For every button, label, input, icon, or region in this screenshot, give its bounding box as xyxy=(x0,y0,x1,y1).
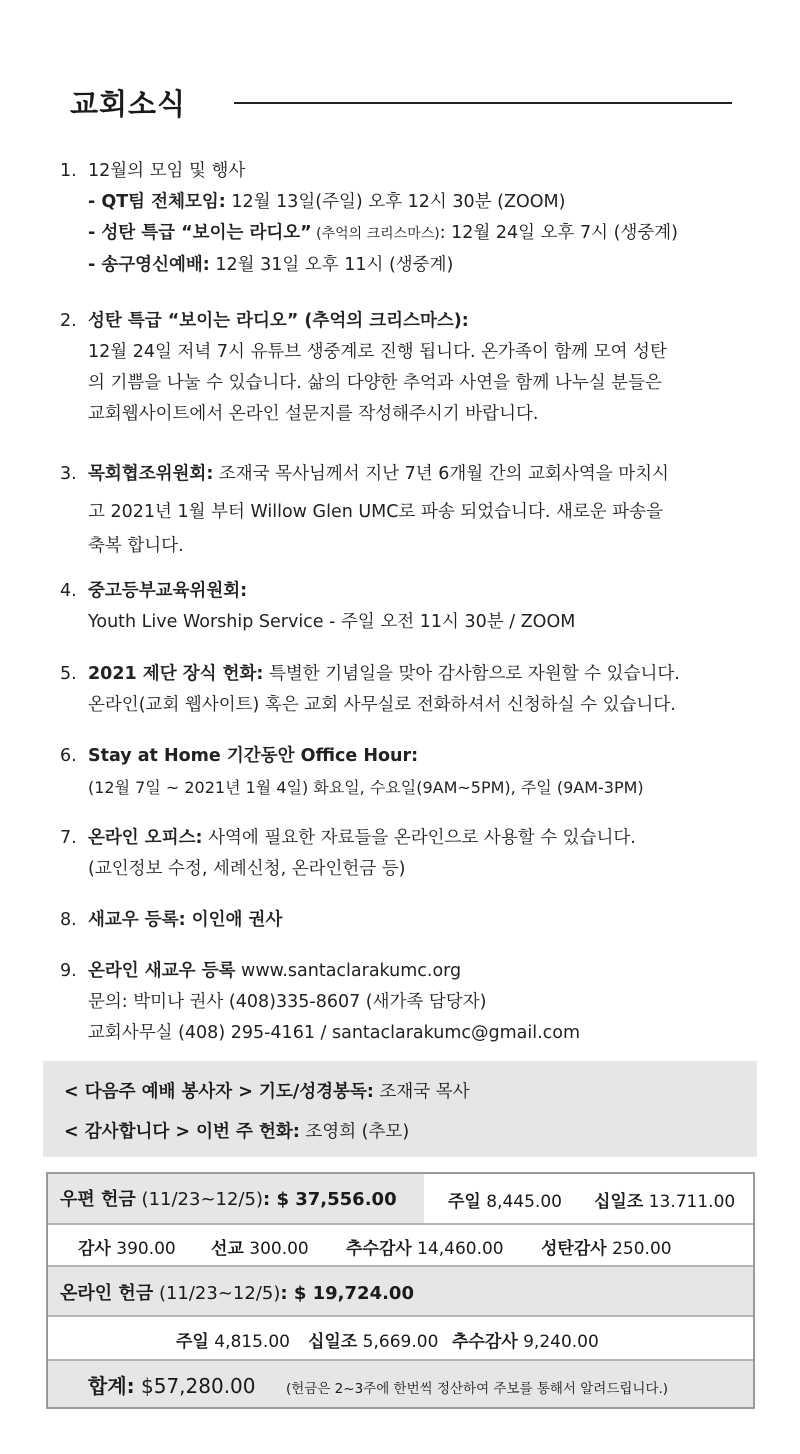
total-value: $57,280.00 xyxy=(134,1374,256,1398)
item-line: 고 2021년 1월 부터 Willow Glen UMC로 파송 되었습니다. 새로운 파송을 xyxy=(88,502,663,522)
item-line xyxy=(88,956,760,987)
item-heading: 중고등부교육위원회: xyxy=(88,581,248,601)
item-number: 9. xyxy=(60,961,77,981)
item-line: - QT팀 전체모임: 12월 13일(주일) 오후 12시 30분 (ZOOM) xyxy=(88,192,566,212)
item-line: 2021 제단 장식 헌화: 특별한 기념일을 맞아 감사함으로 자원할 수 있습니다. xyxy=(88,664,680,684)
item-line: 교회사무실 (408) 295-4161 / santaclarakumc@gmail.com xyxy=(88,1023,581,1043)
website-link[interactable]: www.santaclarakumc.org xyxy=(235,961,462,981)
item-number: 2. xyxy=(60,311,77,331)
item-heading: 온라인 오피스: xyxy=(88,828,203,848)
news-item-9 xyxy=(60,956,760,1049)
item-heading: Stay at Home 기간동안 Office Hour: xyxy=(88,746,419,766)
service-box xyxy=(43,1061,757,1157)
news-item-8 xyxy=(60,905,760,936)
item-line: - 성탄 특급 “보이는 라디오” (추억의 크리스마스): 12월 24일 오후 7시 (생중계) xyxy=(88,223,678,243)
news-item-5 xyxy=(60,659,760,721)
news-item-6 xyxy=(60,741,760,803)
item-line: - 송구영신예배: 12월 31일 오후 11시 (생중계) xyxy=(88,255,454,275)
item-number: 6. xyxy=(60,746,77,766)
news-item-4 xyxy=(60,576,760,638)
item-line: 온라인 오피스: 사역에 필요한 자료들을 온라인으로 사용할 수 있습니다. xyxy=(88,828,636,848)
offering-note: (헌금은 2~3주에 한번씩 정산하여 주보를 통해서 알려드립니다.) xyxy=(286,1381,669,1397)
item-number: 1. xyxy=(60,161,77,181)
item-heading: 목회협조위원회: xyxy=(88,464,214,484)
item-line: 목회협조위원회: 조재국 목사님께서 지난 7년 6개월 간의 교회사역을 마치시 xyxy=(88,464,669,484)
item-heading: 새교우 등록: 이인애 권사 xyxy=(88,910,283,930)
item-line: Youth Live Worship Service - 주일 오전 11시 30분 / ZOOM xyxy=(88,612,576,632)
online-offering-breakdown: 주일 4,815.00 십일조 5,669.00 추수감사 9,240.00 xyxy=(176,1332,599,1352)
item-line: 교회웹사이트에서 온라인 설문지를 작성해주시기 바랍니다. xyxy=(88,404,539,424)
thanks-flowers: < 감사합니다 > 이번 주 헌화: 조영희 (추모) xyxy=(64,1122,410,1142)
item-line: 의 기쁨을 나눌 수 있습니다. 삶의 다양한 추억과 사연을 함께 나누실 분들은 xyxy=(88,373,662,393)
mail-offering-detail: 주일 8,445.00 십일조 13.711.00 xyxy=(424,1174,753,1223)
news-item-1 xyxy=(60,156,760,281)
next-week-servers: < 다음주 예배 봉사자 > 기도/성경봉독: 조재국 목사 xyxy=(64,1082,470,1102)
item-heading: 12월의 모임 및 행사 xyxy=(88,161,246,181)
item-number: 7. xyxy=(60,828,77,848)
title-rule xyxy=(234,102,732,104)
mail-offering-breakdown: 감사 390.00 선교 300.00 추수감사 14,460.00 성탄감사 250.00 xyxy=(78,1239,672,1259)
item-line: 축복 합니다. xyxy=(88,536,184,556)
item-number: 4. xyxy=(60,581,77,601)
news-item-7 xyxy=(60,823,760,885)
item-number: 5. xyxy=(60,664,77,684)
item-number: 8. xyxy=(60,910,77,930)
item-line: (12월 7일 ~ 2021년 1월 4일) 화요일, 수요일(9AM~5PM), 주일 (9AM-3PM) xyxy=(88,778,644,797)
news-item-3 xyxy=(60,455,760,561)
mail-offering-row: 우편 헌금 (11/23~12/5): $ 37,556.00 주일 8,445.00 십일조 13.711.00 xyxy=(48,1174,753,1223)
total-row xyxy=(48,1361,753,1407)
total-label: 합계: xyxy=(88,1374,135,1398)
item-line: 12월 24일 저녁 7시 유튜브 생중계로 진행 됩니다. 온가족이 함께 모여 성탄 xyxy=(88,342,667,362)
item-number: 3. xyxy=(60,464,77,484)
item-heading: 성탄 특급 “보이는 라디오” (추억의 크리스마스): xyxy=(88,311,469,331)
online-offering-row: 온라인 헌금 (11/23~12/5): $ 19,724.00 xyxy=(48,1267,753,1315)
item-line: (교인정보 수정, 세례신청, 온라인헌금 등) xyxy=(88,859,406,879)
news-item-2 xyxy=(60,306,760,430)
item-heading: 2021 제단 장식 헌화: xyxy=(88,664,264,684)
page-title: 교회소식 xyxy=(70,87,187,121)
offering-table xyxy=(46,1172,755,1409)
item-line: 문의: 박미나 권사 (408)335-8607 (새가족 담당자) xyxy=(88,992,487,1012)
item-line: 온라인(교회 웹사이트) 혹은 교회 사무실로 전화하셔서 신청하실 수 있습니다. xyxy=(88,695,676,715)
item-heading: 온라인 새교우 등록 xyxy=(88,961,236,981)
